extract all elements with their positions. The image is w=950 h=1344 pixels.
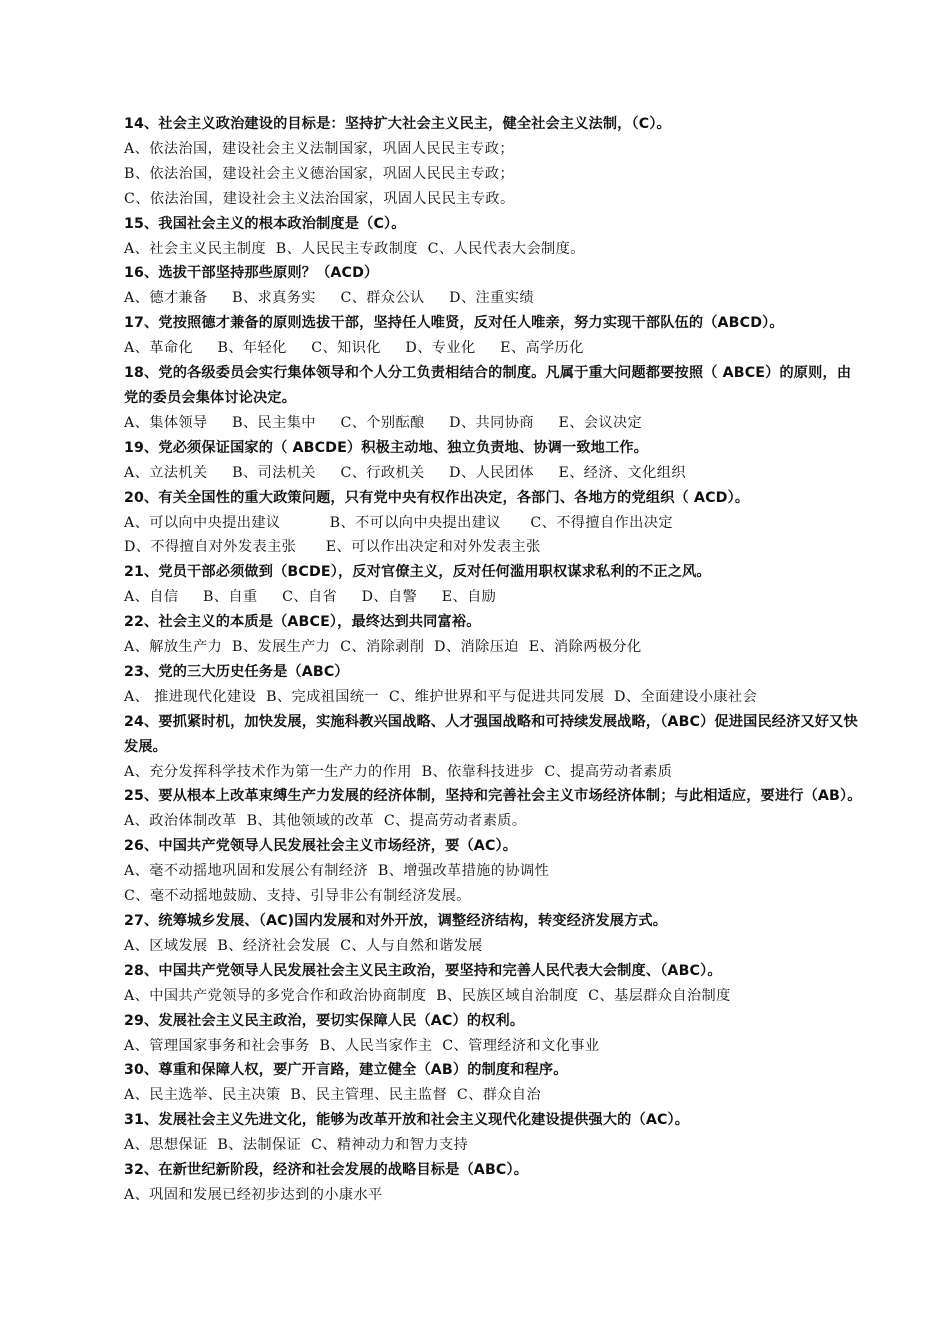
- answer-options: B、依法治国，建设社会主义德治国家，巩固人民民主专政；: [124, 165, 515, 182]
- question-text: 14、社会主义政治建设的目标是：坚持扩大社会主义民主，健全社会主义法制，（C）。: [124, 116, 671, 132]
- question-text: 19、党必须保证国家的（ ABCDE）积极主动地、独立负责地、协调一致地工作。: [124, 439, 649, 456]
- answer-options: C、毫不动摇地鼓励、支持、引导非公有制经济发展。: [124, 888, 471, 905]
- answer-options: A、德才兼备 B、求真务实 C、群众公认 D、注重实绩: [124, 290, 534, 307]
- answer-options: A、充分发挥科学技术作为第一生产力的作用 B、依靠科技进步 C、提高劳动者素质: [124, 763, 673, 780]
- answer-options: A、可以向中央提出建议 B、不可以向中央提出建议 C、不得擅自作出决定: [124, 514, 673, 531]
- answer-options: A、解放生产力 B、发展生产力 C、消除剥削 D、消除压迫 E、消除两极分化: [124, 639, 642, 656]
- answer-options: A、思想保证 B、法制保证 C、精神动力和智力支持: [124, 1137, 469, 1154]
- question-text: 31、发展社会主义先进文化，能够为改革开放和社会主义现代化建设提供强大的（AC）。: [124, 1112, 690, 1129]
- question-text: 26、中国共产党领导人民发展社会主义市场经济，要（AC）。: [124, 838, 518, 855]
- answer-options: A、社会主义民主制度 B、人民民主专政制度 C、人民代表大会制度。: [124, 240, 585, 257]
- answer-options: A、民主选举、民主决策 B、民主管理、民主监督 C、群众自治: [124, 1087, 542, 1104]
- question-text: 20、有关全国性的重大政策问题，只有党中央有权作出决定，各部门、各地方的党组织（ ACD）。: [124, 489, 750, 506]
- question-text: 15、我国社会主义的根本政治制度是（C）。: [124, 215, 406, 232]
- question-text: 21、党员干部必须做到（BCDE），反对官僚主义，反对任何滥用职权谋求私利的不正之风。: [124, 564, 711, 581]
- answer-options: A、自信 B、自重 C、自省 D、自警 E、自励: [124, 589, 497, 606]
- answer-options: A、毫不动摇地巩固和发展公有制经济 B、增强改革措施的协调性: [124, 863, 550, 880]
- question-text: 17、党按照德才兼备的原则选拔干部，坚持任人唯贤，反对任人唯亲，努力实现干部队伍的（ABCD）。: [124, 315, 784, 332]
- question-text: 22、社会主义的本质是（ABCE），最终达到共同富裕。: [124, 614, 481, 631]
- answer-options: A、集体领导 B、民主集中 C、个别酝酿 D、共同协商 E、会议决定: [124, 414, 643, 431]
- answer-options: A、政治体制改革 B、其他领域的改革 C、提高劳动者素质。: [124, 813, 527, 830]
- question-text: 29、发展社会主义民主政治，要切实保障人民（AC）的权利。: [124, 1012, 525, 1029]
- question-text: 27、统筹城乡发展、（AC)国内发展和对外开放，调整经济结构，转变经济发展方式。: [124, 913, 668, 929]
- question-text: 28、中国共产党领导人民发展社会主义民主政治，要坚持和完善人民代表大会制度、（ABC）。: [124, 962, 722, 979]
- question-text: 24、要抓紧时机，加快发展，实施科教兴国战略、人才强国战略和可持续发展战略，（ABC）促进国民经济又好又快发展。: [124, 713, 858, 755]
- answer-options: A、区域发展 B、经济社会发展 C、人与自然和谐发展: [124, 937, 483, 954]
- answer-options: A、中国共产党领导的多党合作和政治协商制度 B、民族区域自治制度 C、基层群众自治制度: [124, 987, 731, 1004]
- answer-options: D、不得擅自对外发表主张 E、可以作出决定和对外发表主张: [124, 539, 541, 556]
- answer-options: A、立法机关 B、司法机关 C、行政机关 D、人民团体 E、经济、文化组织: [124, 464, 686, 481]
- question-text: 23、党的三大历史任务是（ABC）: [124, 663, 349, 680]
- question-text: 18、党的各级委员会实行集体领导和个人分工负责相结合的制度。凡属于重大问题都要按照（ ABCE）的原则，由党的委员会集体讨论决定。: [124, 365, 852, 406]
- question-text: 16、选拔干部坚持那些原则？（ACD）: [124, 265, 379, 282]
- question-text: 32、在新世纪新阶段，经济和社会发展的战略目标是（ABC）。: [124, 1162, 529, 1179]
- answer-options: C、依法治国，建设社会主义法治国家，巩固人民民主专政。: [124, 190, 515, 207]
- question-text: 30、尊重和保障人权，要广开言路，建立健全（AB）的制度和程序。: [124, 1062, 568, 1079]
- answer-options: A、管理国家事务和社会事务 B、人民当家作主 C、管理经济和文化事业: [124, 1037, 600, 1054]
- answer-options: A、 推进现代化建设 B、完成祖国统一 C、维护世界和平与促进共同发展 D、全面建设小康社会: [124, 688, 758, 705]
- document-page: [124, 112, 864, 1208]
- answer-options: A、革命化 B、年轻化 C、知识化 D、专业化 E、高学历化: [124, 340, 584, 357]
- question-text: 25、要从根本上改革束缚生产力发展的经济体制，坚持和完善社会主义市场经济体制；与此相适应，要进行（AB）。: [124, 788, 862, 805]
- answer-options: A、依法治国，建设社会主义法制国家，巩固人民民主专政；: [124, 140, 514, 157]
- answer-options: A、巩固和发展已经初步达到的小康水平: [124, 1186, 383, 1203]
